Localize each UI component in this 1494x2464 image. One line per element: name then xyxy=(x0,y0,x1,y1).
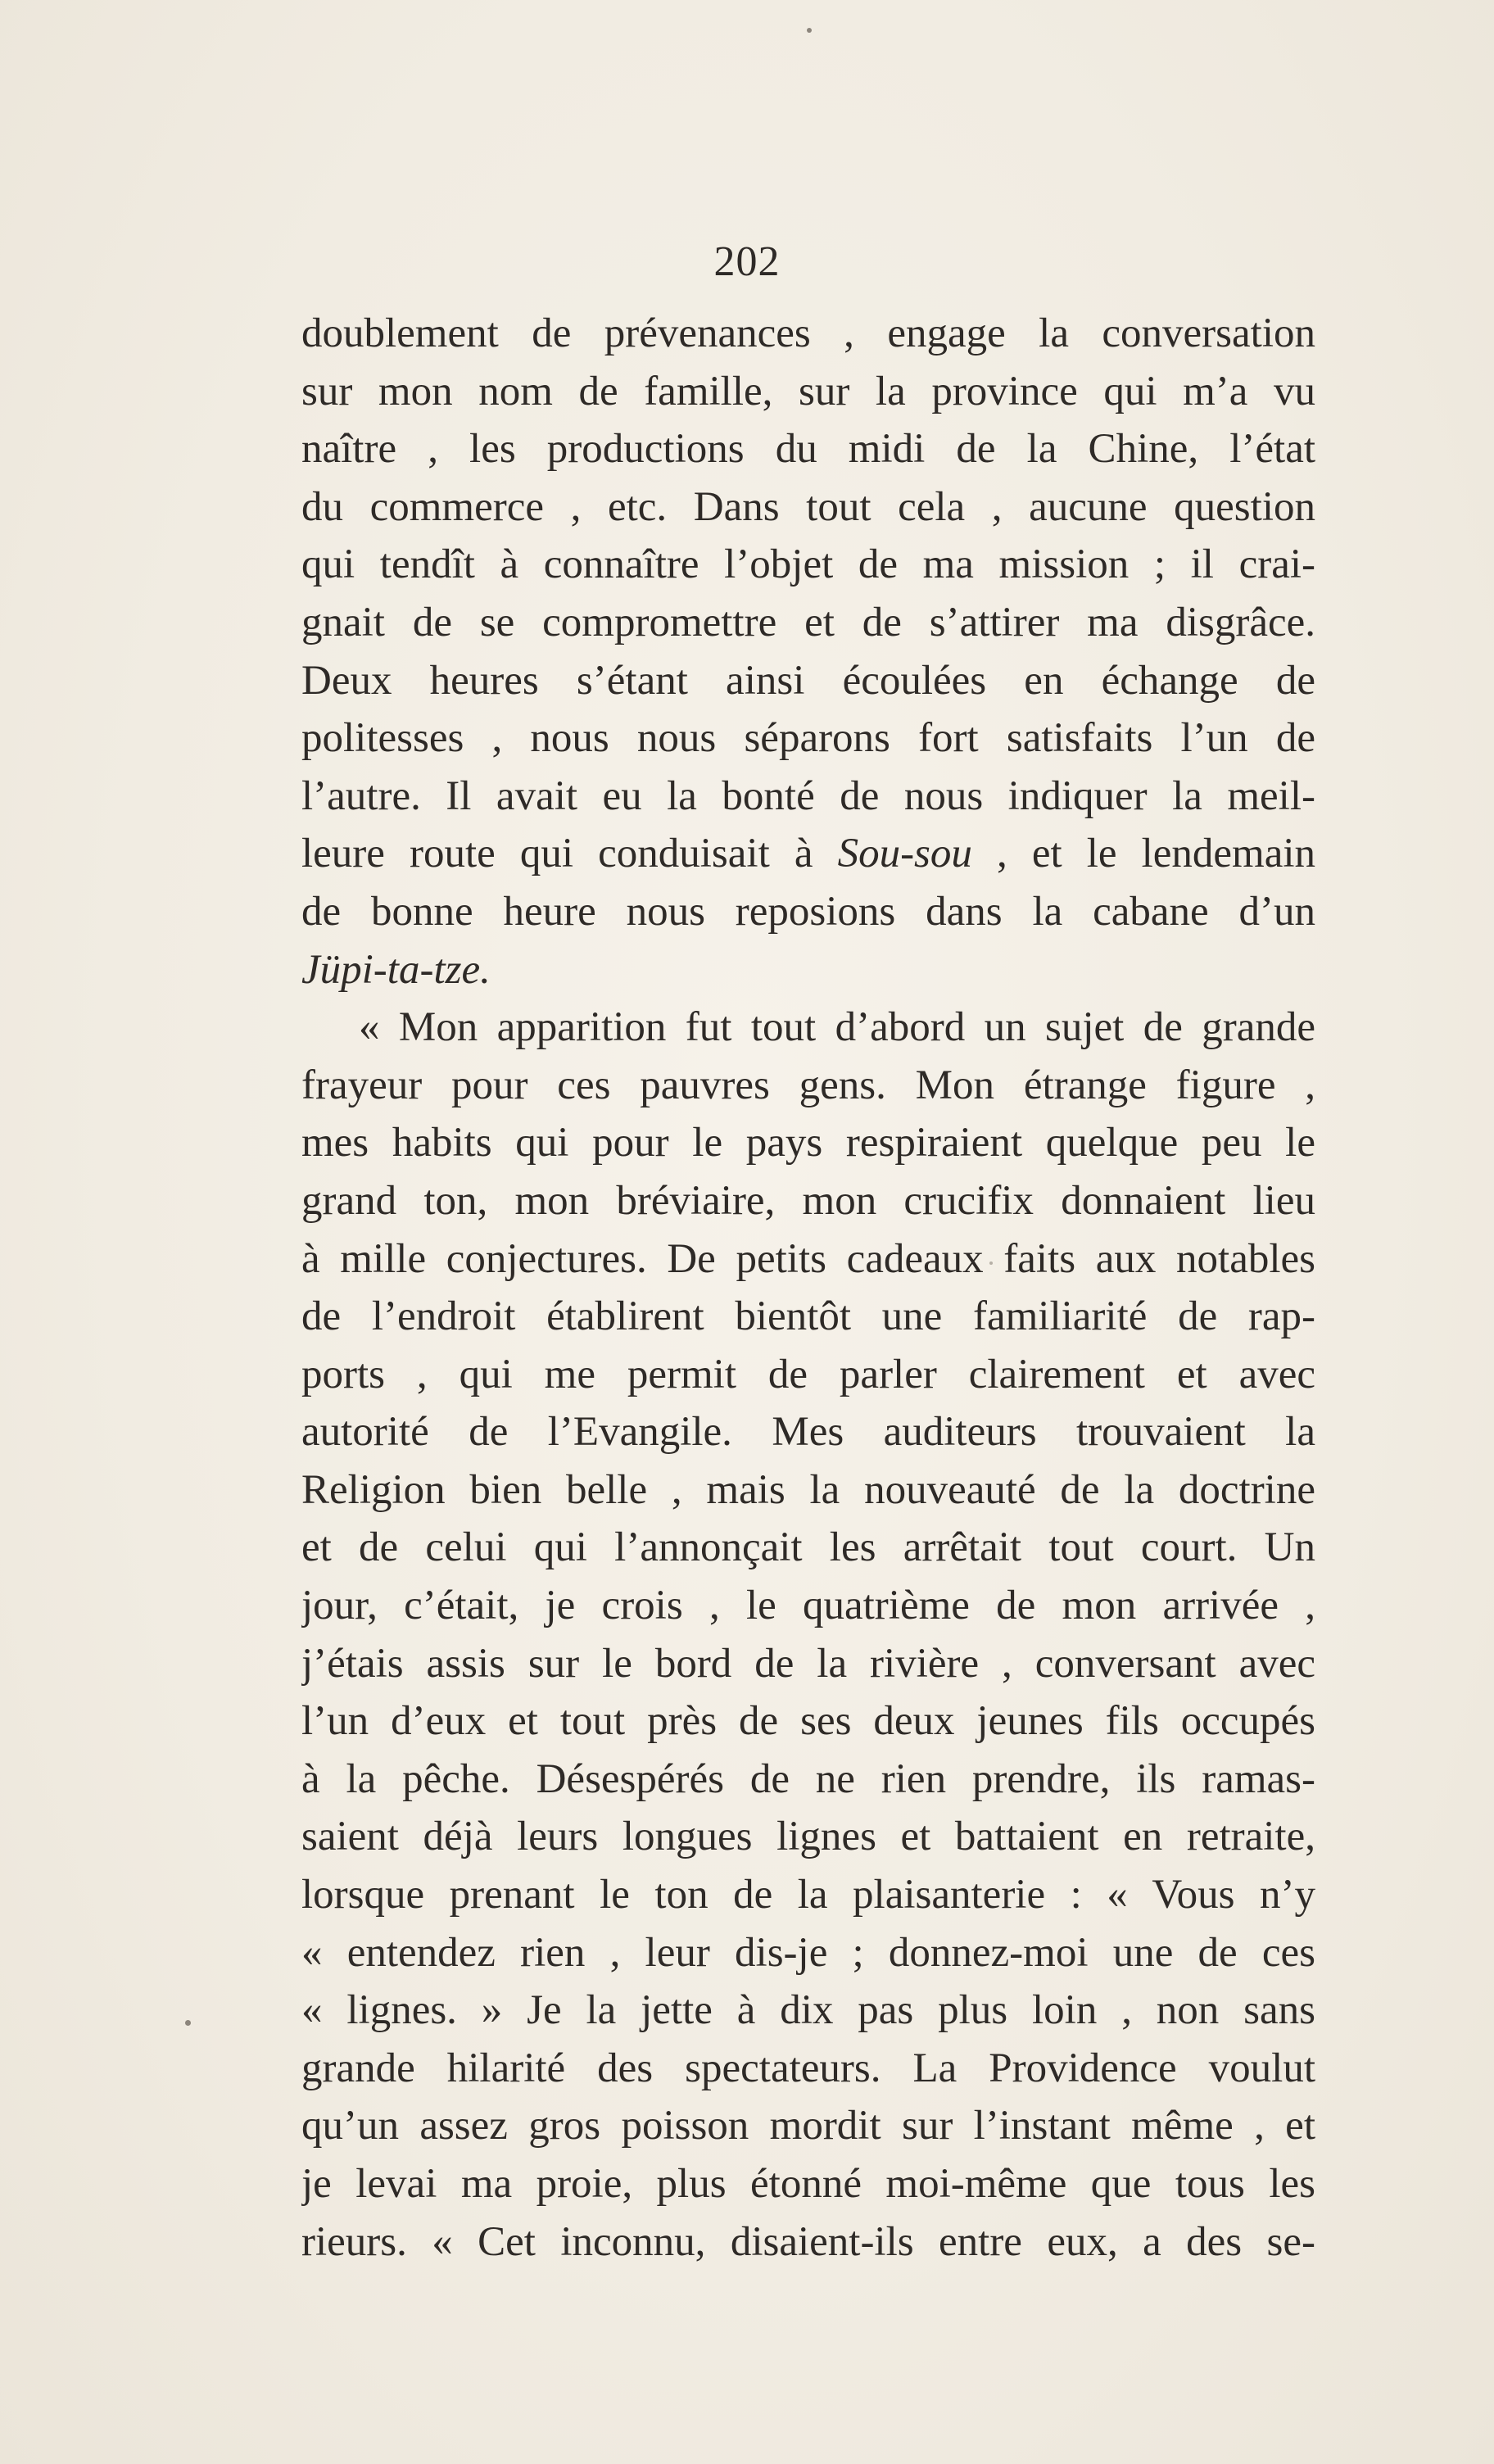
text-line: ports , qui me permit de parler clairement et avec xyxy=(301,1351,1315,1397)
text-line: grand ton, mon bréviaire, mon crucifix donnaient lieu xyxy=(301,1177,1315,1224)
text-line: jour, c’était, je crois , le quatrième de mon arrivée , xyxy=(301,1583,1315,1629)
text-segment: , et le lendemain xyxy=(971,831,1315,877)
text-line: « entendez rien , leur dis-je ; donnez-moi une de ces xyxy=(301,1929,1315,1976)
text-line: naître , les productions du midi de la Chine, l’état xyxy=(301,426,1315,473)
text-line: grande hilarité des spectateurs. La Providence voulut xyxy=(301,2045,1315,2091)
text-line: de l’endroit établirent bientôt une familiarité de rap- xyxy=(301,1293,1315,1340)
body-text xyxy=(301,305,1315,2271)
text-line: qu’un assez gros poisson mordit sur l’instant même , et xyxy=(301,2103,1315,2149)
text-line: de bonne heure nous reposions dans la cabane d’un xyxy=(301,888,1315,935)
text-line: lorsque prenant le ton de la plaisanterie : « Vous n’y xyxy=(301,1872,1315,1918)
text-line: à la pêche. Désespérés de ne rien prendre, ils ramas- xyxy=(301,1755,1315,1802)
text-line: Jüpi-ta-tze. xyxy=(301,946,491,993)
text-line: frayeur pour ces pauvres gens. Mon étrange figure , xyxy=(301,1062,1315,1108)
text-line: j’étais assis sur le bord de la rivière , conversant avec xyxy=(301,1640,1315,1687)
text-line: Deux heures s’étant ainsi écoulées en échange de xyxy=(301,657,1315,704)
page-number: 202 xyxy=(713,238,781,285)
text-line: « Mon apparition fut tout d’abord un sujet de grande xyxy=(359,1004,1315,1051)
text-line: « lignes. » Je la jette à dix pas plus loin , non sans xyxy=(301,1987,1315,2034)
text-line: gnait de se compromettre et de s’attirer ma disgrâce. xyxy=(301,599,1315,645)
text-line: du commerce , etc. Dans tout cela , aucune question xyxy=(301,483,1315,530)
text-line: politesses , nous nous séparons fort satisfaits l’un de xyxy=(301,715,1315,762)
text-line: sur mon nom de famille, sur la province qui m’a vu xyxy=(301,368,1315,414)
text-line: doublement de prévenances , engage la conversation xyxy=(301,310,1315,356)
paper-speck xyxy=(807,28,812,33)
place-name-sou-sou: Sou-sou xyxy=(837,831,972,877)
text-segment: leure route qui conduisait à xyxy=(301,831,838,877)
text-line: Religion bien belle , mais la nouveauté de la doctrine xyxy=(301,1466,1315,1513)
text-line: et de celui qui l’annonçait les arrêtait tout court. Un xyxy=(301,1524,1315,1571)
text-line: l’un d’eux et tout près de ses deux jeunes fils occupés xyxy=(301,1698,1315,1745)
text-line xyxy=(301,825,1315,883)
text-line: je levai ma proie, plus étonné moi-même que tous les xyxy=(301,2161,1315,2207)
text-line: qui tendît à connaître l’objet de ma mission ; il crai- xyxy=(301,541,1315,588)
text-line: autorité de l’Evangile. Mes auditeurs trouvaient la xyxy=(301,1409,1315,1456)
text-line: l’autre. Il avait eu la bonté de nous indiquer la meil- xyxy=(301,772,1315,819)
text-line: mes habits qui pour le pays respiraient quelque peu le xyxy=(301,1120,1315,1166)
paper-speck xyxy=(185,2020,191,2026)
text-line: rieurs. « Cet inconnu, disaient-ils entre eux, a des se- xyxy=(301,2218,1315,2265)
text-line: saient déjà leurs longues lignes et battaient en retraite, xyxy=(301,1814,1315,1860)
text-line: à mille conjectures. De petits cadeaux faits aux notables xyxy=(301,1235,1315,1282)
